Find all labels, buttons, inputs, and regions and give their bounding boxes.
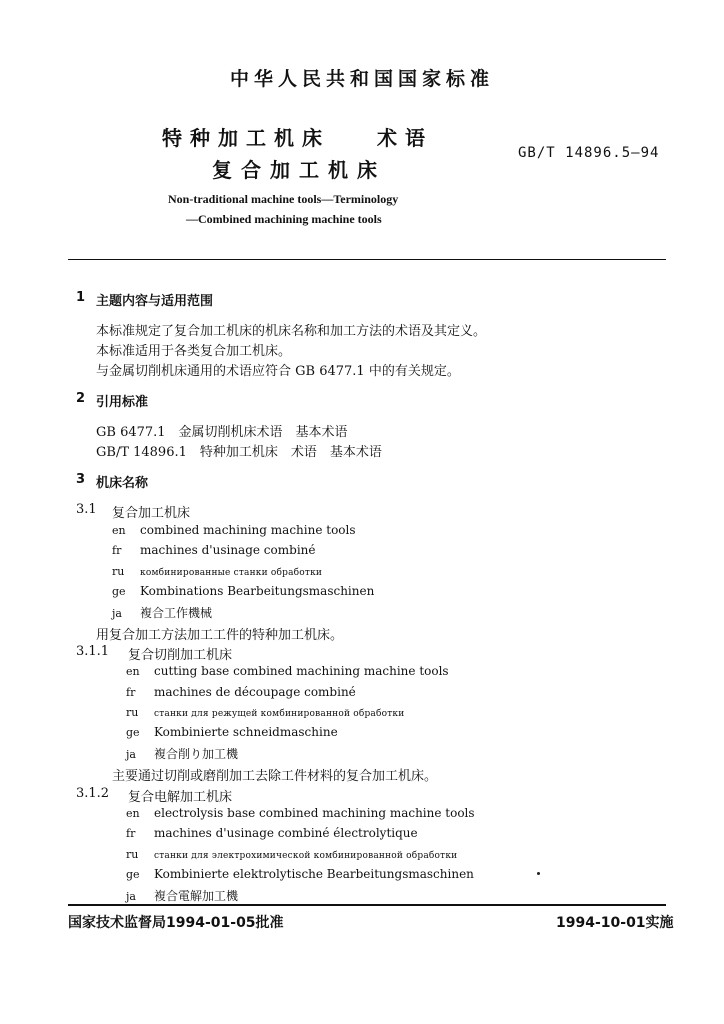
standard-number: GB/T 14896.5—94 bbox=[518, 145, 660, 161]
national-standard-heading: 中华人民共和国国家标准 bbox=[229, 68, 494, 90]
effective-date: 1994-10-01实施 bbox=[556, 915, 674, 931]
term-3-1-name: 复合加工机床 bbox=[112, 506, 191, 521]
term-3-1-2-fr bbox=[126, 826, 418, 840]
term-3-1-2-en-text: electrolysis base combined machining machine tools bbox=[154, 806, 475, 820]
lang-tag-fr: fr bbox=[112, 544, 122, 557]
term-3-1-1-definition: 主要通过切削或磨削加工去除工件材料的复合加工机床。 bbox=[112, 769, 438, 784]
lang-tag-ru: ru bbox=[112, 565, 125, 578]
approval-line: 国家技术监督局1994-01-05批准 bbox=[68, 915, 284, 931]
header-divider bbox=[68, 259, 666, 260]
lang-tag-fr: fr bbox=[126, 827, 136, 840]
term-3-1-2-ge-text: Kombinierte elektrolytische Bearbeitungsmaschinen bbox=[154, 867, 474, 881]
term-3-1-2-ja bbox=[126, 887, 238, 904]
lang-tag-fr: fr bbox=[126, 686, 136, 699]
standard-title-line2: 复合加工机床 bbox=[212, 158, 386, 182]
term-3-1-1-ja bbox=[126, 745, 238, 762]
term-3-1-2-fr-text: machines d'usinage combiné électrolytique bbox=[154, 826, 418, 840]
standard-title-line1-suffix: 术语 bbox=[377, 126, 433, 150]
term-3-1-1-name: 复合切削加工机床 bbox=[128, 648, 233, 663]
term-3-1-1-number: 3.1.1 bbox=[76, 644, 110, 659]
section3-heading: 机床名称 bbox=[96, 476, 149, 491]
term-3-1-2-ja-text: 複合電解加工機 bbox=[154, 889, 239, 903]
section2-heading: 引用标准 bbox=[96, 395, 149, 410]
term-3-1-2-ge bbox=[126, 867, 474, 881]
term-3-1-1-fr-text: machines de découpage combiné bbox=[154, 685, 356, 699]
term-3-1-2-name: 复合电解加工机床 bbox=[128, 790, 233, 805]
term-3-1-2-en bbox=[126, 806, 475, 820]
section1-number: 1 bbox=[76, 290, 86, 305]
section2-ref1: GB 6477.1 金属切削机床术语 基本术语 bbox=[96, 425, 348, 440]
term-3-1-en bbox=[112, 523, 356, 537]
lang-tag-ru: ru bbox=[126, 706, 139, 719]
section3-number: 3 bbox=[76, 472, 86, 487]
term-3-1-ge-text: Kombinations Bearbeitungsmaschinen bbox=[140, 584, 375, 598]
section2-ref2: GB/T 14896.1 特种加工机床 术语 基本术语 bbox=[96, 445, 382, 460]
term-3-1-1-en bbox=[126, 664, 449, 678]
term-3-1-1-ja-text: 複合削り加工機 bbox=[154, 747, 239, 761]
english-title-line1: Non-traditional machine tools—Terminology bbox=[168, 192, 399, 206]
term-3-1-1-ge bbox=[126, 725, 338, 739]
english-title-line2: —Combined machining machine tools bbox=[186, 212, 382, 226]
section2-number: 2 bbox=[76, 391, 86, 406]
lang-tag-en: en bbox=[126, 807, 140, 820]
term-3-1-number: 3.1 bbox=[76, 502, 97, 517]
term-3-1-1-fr bbox=[126, 685, 356, 699]
section1-para1: 本标准规定了复合加工机床的机床名称和加工方法的术语及其定义。 bbox=[96, 324, 487, 339]
lang-tag-ja: ja bbox=[126, 890, 136, 903]
term-3-1-1-ru bbox=[126, 705, 404, 719]
standard-title-line1: 特种加工机床 bbox=[162, 126, 330, 150]
term-3-1-2-number: 3.1.2 bbox=[76, 786, 110, 801]
section1-para2: 本标准适用于各类复合加工机床。 bbox=[96, 344, 292, 359]
term-3-1-ru bbox=[112, 564, 322, 578]
section1-heading: 主题内容与适用范围 bbox=[96, 294, 214, 309]
lang-tag-ru: ru bbox=[126, 848, 139, 861]
lang-tag-ja: ja bbox=[126, 748, 136, 761]
lang-tag-ja: ja bbox=[112, 607, 122, 620]
term-3-1-ge bbox=[112, 584, 374, 598]
term-3-1-ru-text: комбинированные станки обработки bbox=[140, 568, 323, 578]
term-3-1-fr-text: machines d'usinage combiné bbox=[140, 543, 316, 557]
term-3-1-ja bbox=[112, 604, 212, 621]
term-3-1-1-ge-text: Kombinierte schneidmaschine bbox=[154, 725, 338, 739]
lang-tag-ge: ge bbox=[126, 868, 140, 881]
section1-para3: 与金属切削机床通用的术语应符合 GB 6477.1 中的有关规定。 bbox=[96, 364, 460, 379]
term-3-1-1-en-text: cutting base combined machining machine tools bbox=[154, 664, 449, 678]
term-3-1-en-text: combined machining machine tools bbox=[140, 523, 356, 537]
term-3-1-definition: 用复合加工方法加工工件的特种加工机床。 bbox=[96, 628, 344, 643]
term-3-1-1-ru-text: станки для режущей комбинированной обработки bbox=[154, 709, 405, 719]
scan-speck bbox=[537, 872, 540, 875]
lang-tag-ge: ge bbox=[126, 726, 140, 739]
lang-tag-en: en bbox=[126, 665, 140, 678]
lang-tag-en: en bbox=[112, 524, 126, 537]
term-3-1-2-ru-text: станки для электрохимической комбинированной обработки bbox=[154, 851, 458, 861]
term-3-1-ja-text: 複合工作機械 bbox=[140, 606, 213, 620]
footer-divider bbox=[68, 904, 666, 906]
term-3-1-2-ru bbox=[126, 847, 457, 861]
term-3-1-fr bbox=[112, 543, 315, 557]
lang-tag-ge: ge bbox=[112, 585, 126, 598]
